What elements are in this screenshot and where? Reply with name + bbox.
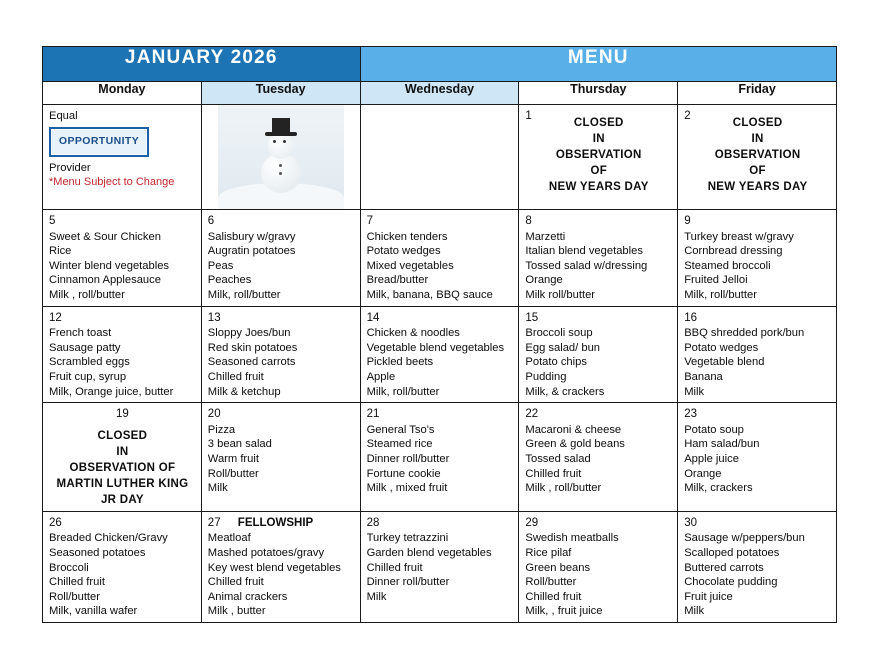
menu-item: Sausage w/peppers/bun: [684, 532, 805, 545]
day-header-row: [43, 82, 837, 105]
menu-item: Chicken & noodles: [366, 327, 460, 340]
day-number-1: 1: [525, 110, 532, 122]
day-cell-27: [201, 511, 360, 622]
menu-items-8: [525, 230, 672, 303]
menu-items-28: [367, 531, 514, 604]
day-cell-26: [43, 511, 202, 622]
menu-item: General Tso's: [366, 423, 435, 436]
closed-line: OBSERVATION: [714, 149, 801, 161]
snowman-hat-brim: [265, 132, 297, 136]
closed-line: IN: [116, 445, 129, 458]
day-number-13: 13: [207, 311, 221, 324]
closed-line: CLOSED: [732, 117, 783, 129]
menu-item: Ham salad/bun: [684, 438, 760, 451]
menu-item: BBQ shredded pork/bun: [684, 327, 805, 340]
menu-items-13: [208, 326, 355, 399]
menu-item: Steamed broccoli: [684, 259, 771, 272]
menu-item: Macaroni & cheese: [525, 423, 622, 436]
week-row-1: [43, 105, 837, 210]
menu-item: Mashed potatoes/gravy: [207, 546, 325, 559]
day-cell-19: [43, 403, 202, 512]
day-number-5: 5: [49, 215, 56, 227]
day-number-15: 15: [525, 311, 539, 324]
menu-item: Sweet & Sour Chicken: [49, 230, 161, 243]
day-cell-14: [360, 306, 519, 403]
week-row-5: [43, 511, 837, 622]
day-number-14: 14: [366, 311, 380, 324]
day-cell-6: [201, 210, 360, 307]
menu-item: Potato wedges: [684, 341, 759, 354]
snowman-head: [268, 133, 294, 159]
menu-item: Pickled beets: [366, 356, 434, 369]
menu-item: Animal crackers: [207, 590, 288, 603]
day-header-wednesday: Wednesday: [360, 82, 519, 105]
menu-item: Sloppy Joes/bun: [207, 327, 291, 340]
menu-item: Orange: [684, 467, 722, 480]
menu-item: Broccoli soup: [525, 327, 593, 340]
snowman-eye-left: [273, 140, 276, 143]
snowman-button-1: [279, 164, 282, 167]
menu-item: Potato wedges: [366, 245, 441, 258]
menu-items-30: [684, 531, 831, 619]
day-number-16: 16: [684, 311, 697, 324]
day-cell-21: [360, 403, 519, 512]
menu-item: Roll/butter: [207, 467, 259, 480]
menu-item: Garden blend vegetables: [366, 546, 492, 559]
menu-item: Tossed salad: [525, 452, 591, 465]
menu-item: Turkey breast w/gravy: [684, 230, 794, 243]
menu-item: Marzetti: [525, 230, 566, 243]
day-cell-15: [519, 306, 678, 403]
menu-item: Milk , mixed fruit: [366, 482, 448, 495]
day-number-27-value: 27: [207, 516, 221, 529]
day-number-6: 6: [207, 215, 215, 227]
day-header-monday: Monday: [43, 82, 202, 105]
day-number-23: 23: [684, 408, 697, 421]
menu-items-5: [49, 230, 196, 303]
closed-notice-19: [49, 428, 196, 508]
day-cell-7: [360, 210, 519, 307]
menu-items-6: [208, 230, 355, 303]
closed-line: OBSERVATION: [555, 149, 642, 161]
menu-items-7: [367, 230, 514, 303]
menu-item: Swedish meatballs: [525, 532, 619, 545]
menu-item: Milk: [684, 605, 705, 618]
day-cell-30: [678, 511, 837, 622]
snowman-image-cell: [201, 105, 360, 210]
menu-item: Milk: [207, 482, 228, 495]
menu-item: Green beans: [525, 561, 591, 574]
menu-item: Rice pilaf: [525, 546, 572, 559]
menu-item: Steamed rice: [366, 438, 433, 451]
menu-item: Italian blend vegetables: [525, 245, 643, 258]
title-row: [43, 47, 837, 82]
menu-item: Mixed vegetables: [366, 259, 454, 272]
menu-item: Banana: [684, 370, 723, 383]
calendar-table: [42, 46, 837, 623]
menu-item: Milk, Orange juice, butter: [49, 385, 174, 398]
closed-line: IN: [751, 133, 764, 145]
empty-cell-wednesday-week1: [360, 105, 519, 210]
day-number-30: 30: [684, 516, 697, 529]
menu-item: Chilled fruit: [207, 576, 264, 589]
day-cell-22: [519, 403, 678, 512]
menu-item: Vegetable blend: [684, 356, 765, 369]
menu-item: Sausage patty: [49, 341, 121, 354]
day-number-26: 26: [49, 516, 62, 529]
day-number-2: 2: [684, 110, 691, 122]
equal-opportunity-badge: [49, 127, 149, 157]
menu-item: Potato chips: [525, 356, 587, 369]
day-cell-2: [678, 105, 837, 210]
snowman-eye-right: [283, 140, 286, 143]
menu-items-21: [367, 423, 514, 496]
menu-item: Egg salad/ bun: [525, 341, 601, 354]
day-number-8: 8: [525, 215, 532, 227]
menu-item: Apple: [366, 370, 396, 383]
info-line1: Equal: [49, 110, 78, 122]
menu-item: Milk, & crackers: [525, 385, 605, 398]
menu-item: Chilled fruit: [366, 561, 423, 574]
day-number-22: 22: [525, 408, 539, 421]
menu-item: Rice: [49, 245, 72, 258]
menu-item: Key west blend vegetables: [207, 561, 341, 574]
menu-items-15: [525, 326, 672, 399]
menu-items-9: [684, 230, 831, 303]
menu-items-16: [684, 326, 831, 399]
menu-item: Orange: [525, 274, 563, 287]
menu-item: Peaches: [207, 274, 252, 287]
day-number-19: 19: [116, 408, 129, 421]
closed-notice-1: [525, 115, 672, 195]
day-cell-9: [678, 210, 837, 307]
menu-item: Tossed salad w/dressing: [525, 259, 648, 272]
menu-item: Fruit cup, syrup: [49, 370, 127, 383]
day-number-28: 28: [366, 516, 380, 529]
info-line2: Provider: [49, 161, 91, 174]
menu-item: Warm fruit: [207, 452, 259, 465]
menu-item: Dinner roll/butter: [366, 452, 450, 465]
menu-items-20: [208, 423, 355, 496]
menu-item: Augratin potatoes: [207, 245, 296, 258]
menu-item: Milk, crackers: [684, 482, 753, 495]
menu-item: Milk, banana, BBQ sauce: [366, 288, 493, 301]
menu-item: Fruit juice: [684, 590, 733, 603]
day-number-29: 29: [525, 516, 539, 529]
menu-item: Cornbread dressing: [684, 245, 783, 258]
menu-item: Broccoli: [49, 561, 89, 574]
menu-items-14: [367, 326, 514, 399]
menu-item: Pizza: [207, 423, 236, 436]
closed-line: MARTIN LUTHER KING JR DAY: [56, 477, 189, 506]
menu-item: Milk: [366, 590, 387, 603]
day-number-9: 9: [684, 215, 691, 227]
menu-item: Roll/butter: [49, 590, 100, 603]
menu-item: Milk, , fruit juice: [525, 605, 603, 618]
menu-item: Meatloaf: [207, 532, 251, 545]
day-header-friday: Friday: [678, 82, 837, 105]
menu-item: Milk, vanilla wafer: [49, 605, 138, 618]
menu-item: Dinner roll/butter: [366, 576, 450, 589]
menu-change-note: *Menu Subject to Change: [49, 176, 175, 189]
menu-item: Breaded Chicken/Gravy: [49, 532, 168, 545]
week-row-4: [43, 403, 837, 512]
day-number-12: 12: [49, 311, 62, 324]
menu-item: Green & gold beans: [525, 438, 625, 451]
menu-item: Chicken tenders: [366, 230, 448, 243]
fellowship-label: FELLOWSHIP: [237, 516, 314, 529]
day-cell-28: [360, 511, 519, 622]
menu-item: Vegetable blend vegetables: [366, 341, 505, 354]
menu-item: Milk , butter: [207, 605, 266, 618]
menu-item: Cinnamon Applesauce: [49, 274, 161, 287]
day-cell-5: [43, 210, 202, 307]
day-number-7: 7: [366, 215, 373, 227]
snowman-button-2: [279, 172, 282, 175]
menu-item: Bread/butter: [366, 274, 429, 287]
day-header-thursday: Thursday: [519, 82, 678, 105]
menu-items-26: [49, 531, 196, 619]
day-number-21: 21: [366, 408, 380, 421]
menu-item: Apple juice: [684, 452, 739, 465]
snowman-photo: [218, 105, 344, 209]
day-cell-16: [678, 306, 837, 403]
equal-opportunity-badge-label: OPPORTUNITY: [58, 135, 140, 148]
closed-line: OF: [590, 165, 608, 177]
closed-line: NEW YEARS DAY: [707, 181, 808, 193]
day-cell-29: [519, 511, 678, 622]
menu-item: Roll/butter: [525, 576, 577, 589]
day-cell-12: [43, 306, 202, 403]
menu-item: Milk, roll/butter: [366, 385, 440, 398]
menu-item: Milk: [684, 385, 705, 398]
closed-line: CLOSED: [97, 429, 148, 442]
menu-item: Peas: [207, 259, 234, 272]
closed-line: NEW YEARS DAY: [548, 181, 649, 193]
week-row-3: [43, 306, 837, 403]
menu-item: Winter blend vegetables: [49, 259, 170, 272]
snowman-hat-top: [272, 118, 290, 133]
menu-item: Salisbury w/gravy: [207, 230, 296, 243]
menu-item: 3 bean salad: [207, 438, 272, 451]
closed-line: OBSERVATION OF: [69, 461, 176, 474]
day-cell-13: [201, 306, 360, 403]
menu-items-12: [49, 326, 196, 399]
menu-item: Chilled fruit: [525, 467, 582, 480]
menu-item: Seasoned carrots: [207, 356, 296, 369]
day-number-20: 20: [207, 408, 221, 421]
info-cell: [43, 105, 202, 210]
closed-line: CLOSED: [573, 117, 624, 129]
menu-item: Milk, roll/butter: [207, 288, 281, 301]
menu-items-29: [525, 531, 672, 619]
menu-item: Milk & ketchup: [207, 385, 281, 398]
menu-item: Chilled fruit: [49, 576, 105, 589]
menu-item: Milk , roll/butter: [525, 482, 602, 495]
day-cell-23: [678, 403, 837, 512]
menu-item: Milk, roll/butter: [684, 288, 757, 301]
day-number-27: [208, 516, 355, 531]
day-cell-1: [519, 105, 678, 210]
menu-items-22: [525, 423, 672, 496]
menu-items-27: [208, 531, 355, 619]
month-title: JANUARY 2026: [43, 47, 361, 82]
menu-item: Potato soup: [684, 423, 744, 436]
closed-line: IN: [592, 133, 605, 145]
menu-item: Milk roll/butter: [525, 288, 596, 301]
menu-item: Red skin potatoes: [207, 341, 298, 354]
menu-item: Milk , roll/butter: [49, 288, 125, 301]
day-cell-8: [519, 210, 678, 307]
menu-item: Chilled fruit: [525, 590, 582, 603]
menu-item: French toast: [49, 327, 112, 340]
menu-item: Fortune cookie: [366, 467, 441, 480]
week-row-2: [43, 210, 837, 307]
menu-item: Scalloped potatoes: [684, 546, 780, 559]
closed-line: OF: [749, 165, 766, 177]
menu-item: Chilled fruit: [207, 370, 264, 383]
menu-item: Fruited Jelloi: [684, 274, 748, 287]
closed-notice-2: [684, 115, 831, 195]
menu-item: Seasoned potatoes: [49, 546, 146, 559]
menu-title: MENU: [360, 47, 836, 82]
day-header-tuesday: Tuesday: [201, 82, 360, 105]
menu-item: Pudding: [525, 370, 567, 383]
menu-item: Chocolate pudding: [684, 576, 778, 589]
day-cell-20: [201, 403, 360, 512]
menu-item: Buttered carrots: [684, 561, 764, 574]
menu-item: Turkey tetrazzini: [366, 532, 449, 545]
menu-items-23: [684, 423, 831, 496]
menu-item: Scrambled eggs: [49, 356, 130, 369]
